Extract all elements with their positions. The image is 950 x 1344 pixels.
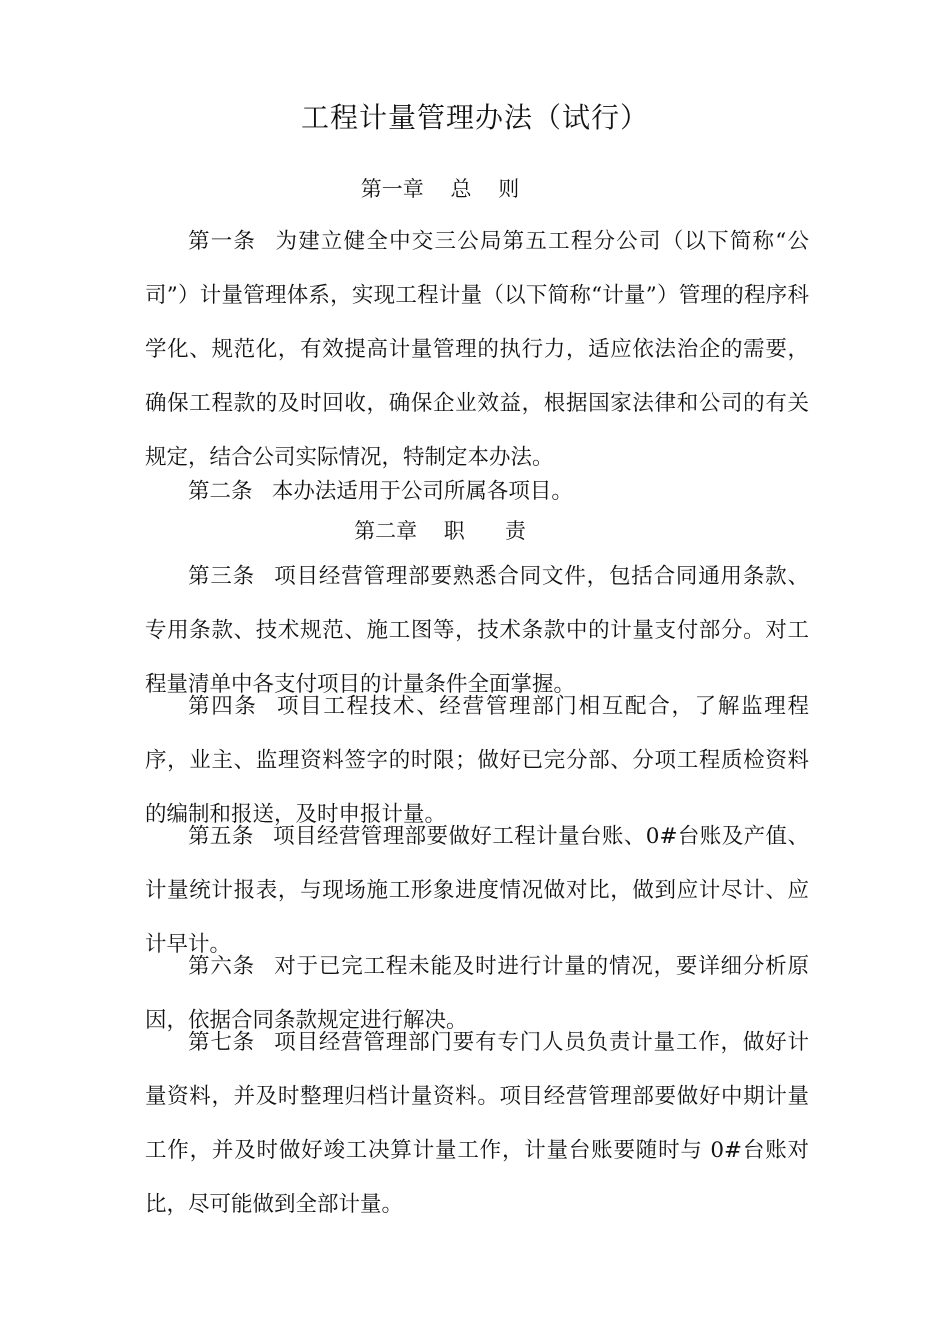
chapter-heading-2: 第二章 职 责 <box>354 519 526 543</box>
article-text: 对于已完工程未能及时进行计量的情况，要详细分析原因，依据合同条款规定进行解决。 <box>145 954 809 1033</box>
article-label: 第三条 <box>188 564 255 589</box>
article-text: 项目工程技术、经营管理部门相互配合，了解监理程序，业主、监理资料签字的时限；做好已完分部、分项工程质检资料的编制和报送，及时申报计量。 <box>145 694 809 827</box>
document-title: 工程计量管理办法（试行） <box>300 101 649 134</box>
article-label: 第六条 <box>188 954 255 979</box>
article-7 <box>145 1016 809 1232</box>
article-text: 项目经营管理部要熟悉合同文件，包括合同通用条款、专用条款、技术规范、施工图等，技术条款中的计量支付部分。对工程量清单中各支付项目的计量条件全面掌握。 <box>145 564 809 697</box>
article-text: 本办法适用于公司所属各项目。 <box>271 479 573 504</box>
article-label: 第五条 <box>188 824 254 849</box>
article-label: 第二条 <box>188 479 253 504</box>
article-text: 项目经营管理部门要有专门人员负责计量工作，做好计量资料，并及时整理归档计量资料。项目经营管理部要做好中期计量工作，并及时做好竣工决算计量工作，计量台账要随时与 0#台账对比，尽可能做到全部计量。 <box>145 1030 809 1217</box>
article-2 <box>145 465 809 519</box>
article-text: 项目经营管理部要做好工程计量台账、0#台账及产值、计量统计报表，与现场施工形象进度情况做对比，做到应计尽计、应计早计。 <box>145 824 809 957</box>
article-label: 第一条 <box>188 229 257 254</box>
article-text: 为建立健全中交三公局第五工程分公司（以下简称“公司”）计量管理体系，实现工程计量（以下简称“计量”）管理的程序科学化、规范化，有效提高计量管理的执行力，适应依法治企的需要，确保工程款的及时回收，确保企业效益，根据国家法律和公司的有关规定，结合公司实际情况，特制定本办法。 <box>145 229 809 470</box>
chapter-heading-1: 第一章 总 则 <box>360 177 520 201</box>
article-label: 第七条 <box>188 1030 255 1055</box>
article-1 <box>145 215 809 485</box>
article-label: 第四条 <box>188 694 258 719</box>
